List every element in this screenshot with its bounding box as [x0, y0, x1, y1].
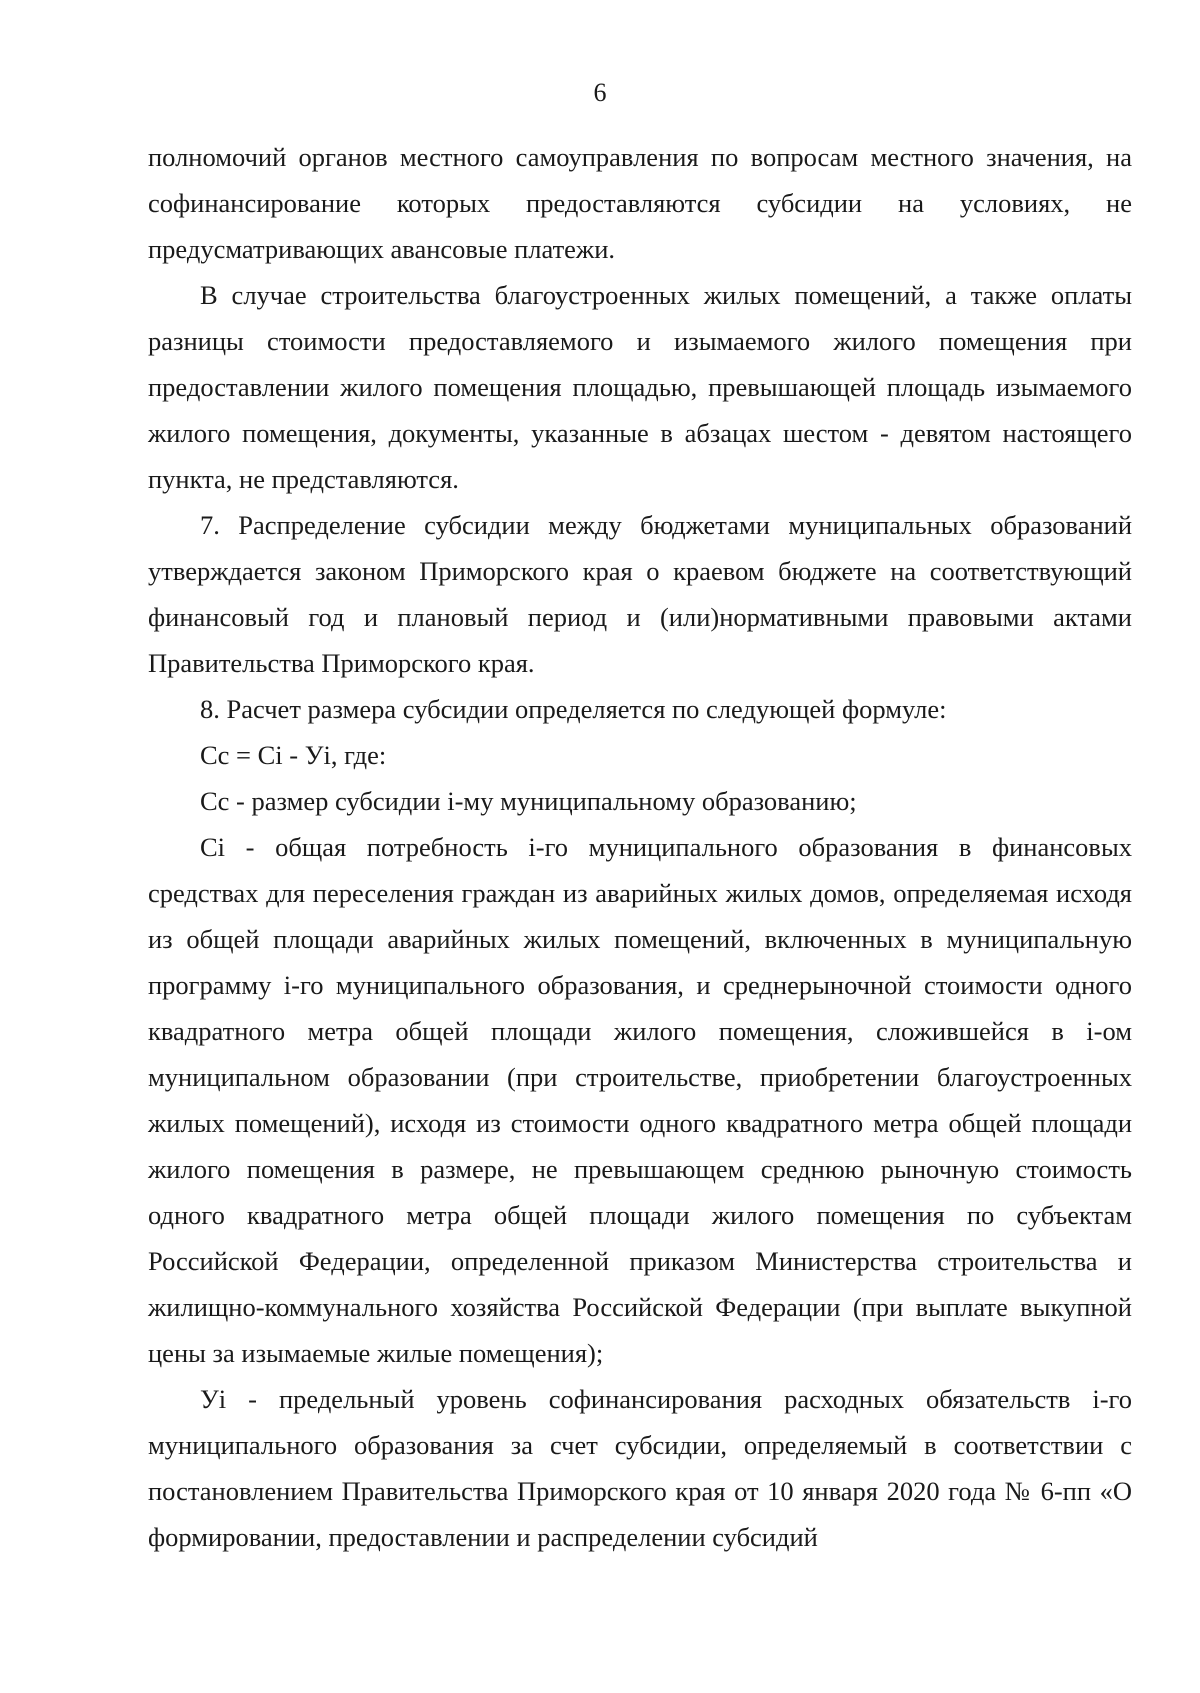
formula: Cc = Ci - Уi, где:: [200, 740, 387, 770]
document-body: [148, 134, 1132, 1560]
definition-ui: Уi - предельный уровень софинансирования расходных обязательств i-го муниципального образования за счет субсидии, определяемый в соответствии с постановлением Правительства Приморского края от 10 января 2020 года № 6-пп «О формировании, предоставлении и распределении субсидий: [148, 1384, 1132, 1552]
paragraph-construction-case: В случае строительства благоустроенных жилых помещений, а также оплаты разницы стоимости предоставляемого и изымаемого жилого помещения при предоставлении жилого помещения площадью, превышающей площадь изымаемого жилого помещения, документы, указанные в абзацах шестом - девятом настоящего пункта, не представляются.: [148, 280, 1132, 494]
paragraph-continuation: полномочий органов местного самоуправления по вопросам местного значения, на софинансирование которых предоставляются субсидии на условиях, не предусматривающих авансовые платежи.: [148, 142, 1132, 264]
definition-cc: Cc - размер субсидии i-му муниципальному образованию;: [200, 786, 857, 816]
paragraph-item-7: 7. Распределение субсидии между бюджетами муниципальных образований утверждается законом Приморского края о краевом бюджете на соответствующий финансовый год и плановый период и (или)нормативными правовыми актами Правительства Приморского края.: [148, 510, 1132, 678]
paragraph-item-8: 8. Расчет размера субсидии определяется по следующей формуле:: [200, 694, 947, 724]
definition-ci: Ci - общая потребность i-го муниципального образования в финансовых средствах для переселения граждан из аварийных жилых домов, определяемая исходя из общей площади аварийных жилых помещений, включенных в муниципальную программу i-го муниципального образования, и среднерыночной стоимости одного квадратного метра общей площади жилого помещения, сложившейся в i-ом муниципальном образовании (при строительстве, приобретении благоустроенных жилых помещений), исходя из стоимости одного квадратного метра общей площади жилого помещения в размере, не превышающем среднюю рыночную стоимость одного квадратного метра общей площади жилого помещения по субъектам Российской Федерации, определенной приказом Министерства строительства и жилищно-коммунального хозяйства Российской Федерации (при выплате выкупной цены за изымаемые жилые помещения);: [148, 832, 1132, 1368]
page-number: 6: [593, 78, 607, 107]
